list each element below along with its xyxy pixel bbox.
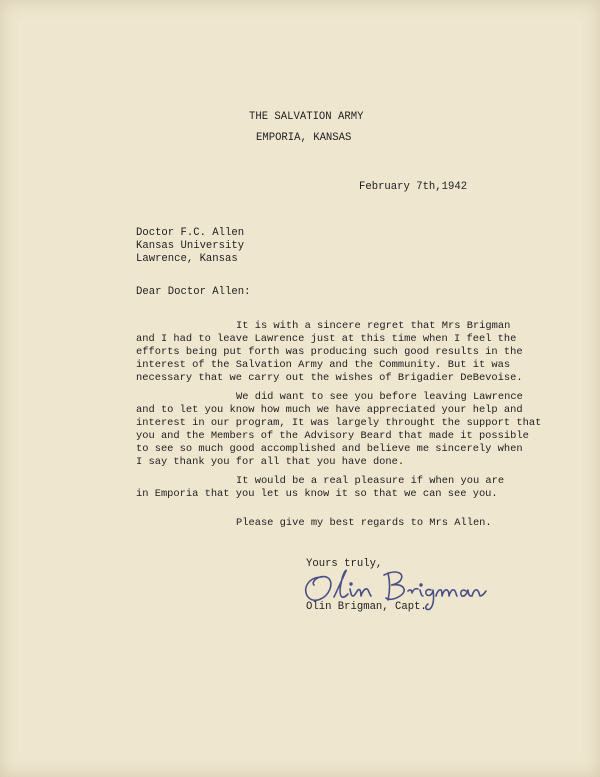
paragraph2-line: you and the Members of the Advisory Beard that made it possible: [136, 430, 529, 442]
paragraph2-line: We did want to see you before leaving Lawrence: [236, 391, 523, 403]
paragraph2-line: I say thank you for all that you have done.: [136, 456, 405, 468]
paragraph1-line: interest of the Salvation Army and the Community. But it was: [136, 359, 511, 371]
paragraph1-line: necessary that we carry out the wishes of Brigadier DeBevoise.: [136, 372, 523, 384]
salutation: Dear Doctor Allen:: [136, 286, 251, 298]
paragraph3-line: in Emporia that you let us know it so that we can see you.: [136, 488, 498, 500]
paragraph1-line: efforts being put forth was producing such good results in the: [136, 346, 523, 358]
paragraph3-line: It would be a real pleasure if when you are: [236, 475, 505, 487]
recipient-city: Lawrence, Kansas: [136, 253, 238, 265]
paragraph4-line: Please give my best regards to Mrs Allen.: [236, 517, 492, 529]
letterhead-org: THE SALVATION ARMY: [249, 111, 364, 123]
paragraph2-line: and to let you know how much we have appreciated your help and: [136, 404, 523, 416]
signer-name: Olin Brigman, Capt.: [306, 601, 427, 613]
paragraph2-line: interest in our program, It was largely throught the support that: [136, 417, 542, 429]
recipient-name: Doctor F.C. Allen: [136, 227, 245, 239]
paragraph1-line: It is with a sincere regret that Mrs Brigman: [236, 320, 511, 332]
paragraph1-line: and I had to leave Lawrence just at this time when I feel the: [136, 333, 517, 345]
letterhead-location: EMPORIA, KANSAS: [256, 132, 352, 144]
paragraph2-line: to see so much good accomplished and believe me sincerely when: [136, 443, 523, 455]
recipient-institution: Kansas University: [136, 240, 245, 252]
letter-date: February 7th,1942: [359, 181, 468, 193]
closing: Yours truly,: [306, 558, 383, 570]
